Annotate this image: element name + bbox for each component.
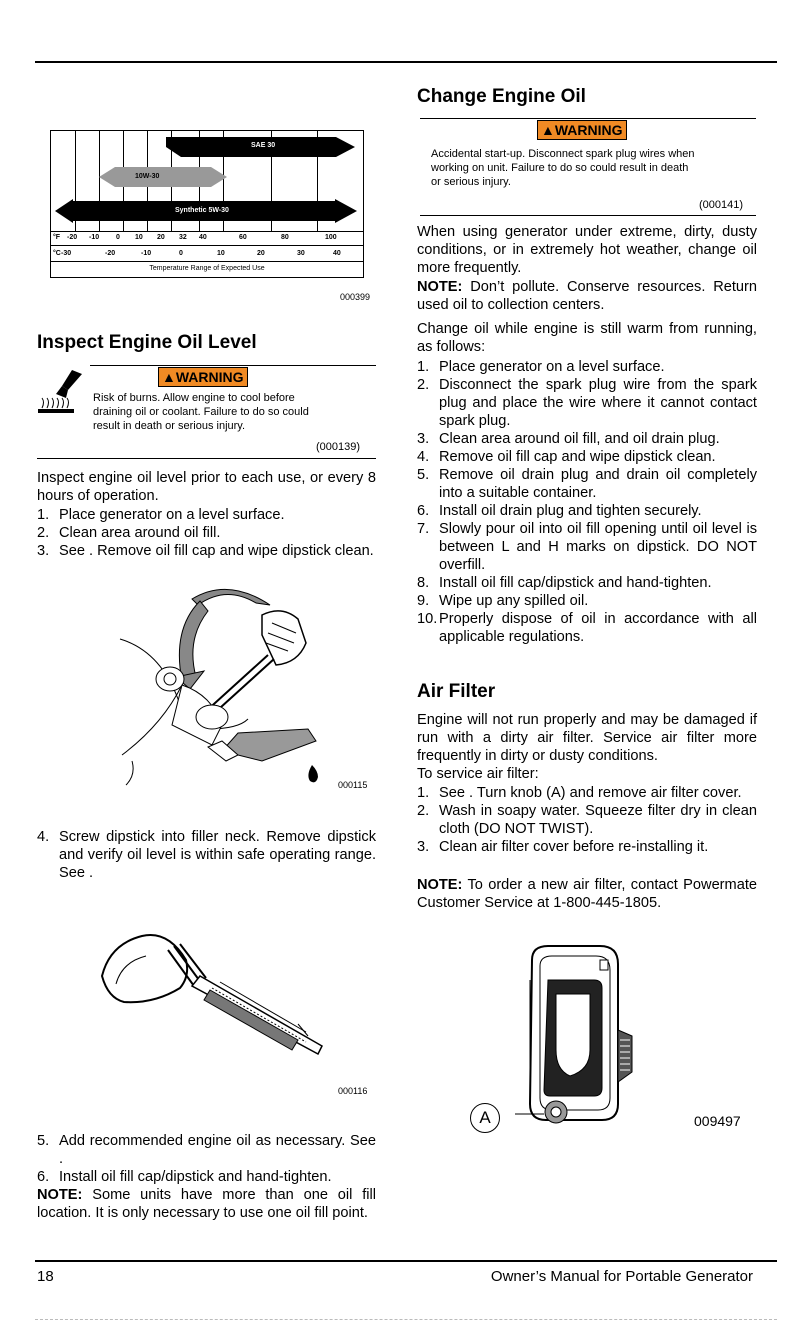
warning-line: Risk of burns. Allow engine to cool before [93, 392, 295, 404]
dipstick-removal-illustration [112, 585, 352, 795]
figure-code: 000115 [338, 780, 368, 790]
inspect-heading: Inspect Engine Oil Level [37, 332, 257, 353]
step-text: Place generator on a level surface. [59, 507, 285, 523]
figure-code: 009497 [694, 1113, 741, 1129]
step-number: 1. [37, 507, 50, 523]
dipstick-level-illustration [92, 928, 342, 1068]
inspect-intro: Inspect engine oil level prior to each use, or every 8 hours of operation. [37, 470, 376, 504]
step-text: Remove oil fill cap and wipe dipstick clean. [439, 449, 716, 465]
step-number: 3. [417, 839, 430, 855]
change-note [417, 278, 757, 314]
change-intro: When using generator under extreme, dirty, dusty conditions, or in extremely hot weather, change oil more frequently. [417, 224, 757, 276]
note-text: Some units have more than one oil fill location. It is only necessary to use one oil fill point. [37, 1187, 376, 1221]
list-item [417, 784, 757, 802]
f-tick: 32 [179, 234, 187, 241]
callout-a: A [470, 1103, 500, 1133]
w10w30-label: 10W-30 [135, 173, 160, 180]
step-number: 3. [37, 543, 50, 559]
c-tick: -10 [141, 250, 152, 257]
air-lead: To service air filter: [417, 766, 539, 782]
c-tick: 30 [297, 250, 305, 257]
step-text: Screw dipstick into filler neck. Remove dipstick and verify oil level is within safe operating range. See . [59, 829, 376, 881]
warning-line: or serious injury. [431, 176, 511, 188]
c-tick: 10 [217, 250, 225, 257]
warning-code: (000139) [316, 441, 361, 453]
step-number: 4. [417, 449, 430, 465]
warning-text [93, 391, 309, 433]
step-number: 1. [417, 785, 430, 801]
air-intro: Engine will not run properly and may be damaged if run with a dirty air filter. Service air filter more frequently in dirty or dusty conditions. [417, 712, 757, 764]
warning-line: working on unit. Failure to do so could result in death [431, 162, 689, 174]
synthetic-label: Synthetic 5W-30 [175, 207, 229, 214]
c-tick: -30 [61, 250, 72, 257]
step-text: Install oil fill cap/dipstick and hand-tighten. [59, 1169, 332, 1185]
chart-figure-code: 000399 [340, 292, 371, 302]
inspect-note [37, 1186, 376, 1222]
synthetic-arrow [55, 199, 73, 223]
warning-line: result in death or serious injury. [93, 420, 246, 432]
fahrenheit-label: °F [53, 234, 61, 241]
list-item [417, 430, 757, 448]
f-tick: 0 [116, 234, 120, 241]
step-number: 2. [417, 803, 430, 819]
step-text: Wash in soapy water. Squeeze filter dry in clean cloth (DO NOT TWIST). [439, 803, 757, 837]
f-tick: 20 [157, 234, 165, 241]
air-steps [417, 784, 757, 856]
step-text: Add recommended engine oil as necessary. See . [59, 1133, 376, 1167]
step-text: Install oil drain plug and tighten securely. [439, 503, 702, 519]
list-item [417, 358, 757, 376]
air-filter-heading: Air Filter [417, 681, 496, 702]
step-number: 2. [37, 525, 50, 541]
footer-rule [35, 1260, 777, 1262]
list-item [37, 1132, 376, 1168]
step-number: 6. [417, 503, 430, 519]
warning-code: (000141) [699, 199, 744, 211]
warning-badge: ▲WARNING [158, 367, 248, 387]
step-text: Clean air filter cover before re-installing it. [439, 839, 709, 855]
figure-code: 000116 [338, 1086, 368, 1096]
celsius-label: °C [53, 250, 61, 257]
warning-rule [420, 118, 756, 119]
list-item [37, 828, 376, 882]
step-text: Wipe up any spilled oil. [439, 593, 589, 609]
hot-surface-icon [38, 368, 88, 414]
list-item [417, 838, 757, 856]
list-item [417, 448, 757, 466]
axis-line [51, 261, 363, 262]
warning-label: WARNING [175, 369, 244, 385]
inspect-steps-continued [37, 1132, 376, 1186]
footer-title: Owner’s Manual for Portable Generator [490, 1268, 753, 1285]
air-note [417, 876, 757, 912]
list-item [417, 574, 757, 592]
step-text: See . Remove oil fill cap and wipe dipstick clean. [59, 543, 374, 559]
list-item [417, 610, 757, 646]
inspect-step4 [37, 828, 376, 882]
list-item [417, 502, 757, 520]
axis-line [51, 231, 363, 232]
f-tick: 10 [135, 234, 143, 241]
list-item [37, 524, 376, 542]
warning-rule [37, 458, 376, 459]
header-rule [35, 61, 777, 63]
page-edge-dashes [35, 1319, 777, 1320]
list-item [417, 376, 757, 430]
list-item [37, 542, 376, 560]
page-number: 18 [37, 1268, 54, 1285]
list-item [417, 802, 757, 838]
inspect-steps [37, 506, 376, 560]
chart-caption: Temperature Range of Expected Use [149, 265, 265, 272]
change-oil-heading: Change Engine Oil [417, 86, 586, 107]
warning-label: WARNING [554, 122, 623, 138]
step-number: 5. [37, 1133, 50, 1149]
step-text: Slowly pour oil into oil fill opening until oil level is between L and H marks on dipstick. DO NOT overfill. [439, 521, 757, 573]
note-label: NOTE: [417, 877, 463, 893]
warning-rule [90, 365, 376, 366]
step-text: Remove oil drain plug and drain oil completely into a suitable container. [439, 467, 757, 501]
warning-rule [420, 215, 756, 216]
warning-text [431, 147, 695, 189]
step-text: Properly dispose of oil in accordance with all applicable regulations. [439, 611, 757, 645]
step-number: 1. [417, 359, 430, 375]
warning-line: draining oil or coolant. Failure to do so could [93, 406, 309, 418]
step-text: Clean area around oil fill. [59, 525, 221, 541]
c-tick: 40 [333, 250, 341, 257]
step-number: 5. [417, 467, 430, 483]
f-tick: 100 [325, 234, 337, 241]
step-text: Clean area around oil fill, and oil drain plug. [439, 431, 720, 447]
change-lead: Change oil while engine is still warm from running, as follows: [417, 321, 757, 355]
step-text: Disconnect the spark plug wire from the spark plug and place the wire where it cannot contact spark plug. [439, 377, 757, 429]
note-label: NOTE: [37, 1187, 83, 1203]
note-label: NOTE: [417, 279, 463, 295]
step-text: See . Turn knob (A) and remove air filter cover. [439, 785, 742, 801]
f-tick: -10 [89, 234, 100, 241]
step-number: 6. [37, 1169, 50, 1185]
c-tick: 20 [257, 250, 265, 257]
list-item [417, 592, 757, 610]
step-number: 4. [37, 829, 50, 845]
f-tick: -20 [67, 234, 78, 241]
step-number: 10. [417, 611, 438, 627]
list-item [37, 1168, 376, 1186]
step-number: 9. [417, 593, 430, 609]
step-number: 2. [417, 377, 430, 393]
list-item [417, 466, 757, 502]
sae30-label: SAE 30 [251, 142, 276, 149]
list-item [417, 520, 757, 574]
oil-temperature-chart [50, 130, 364, 278]
f-tick: 60 [239, 234, 247, 241]
step-text: Place generator on a level surface. [439, 359, 665, 375]
f-tick: 80 [281, 234, 289, 241]
axis-line [51, 245, 363, 246]
change-steps [417, 358, 757, 646]
note-text: To order a new air filter, contact Powermate Customer Service at 1-800-445-1805. [417, 877, 757, 911]
step-number: 8. [417, 575, 430, 591]
f-tick: 40 [199, 234, 207, 241]
step-number: 7. [417, 521, 430, 537]
c-tick: -20 [105, 250, 116, 257]
step-number: 3. [417, 431, 430, 447]
note-text: Don’t pollute. Conserve resources. Return used oil to collection centers. [417, 279, 757, 313]
w10w30-arrow [99, 167, 115, 187]
warning-badge: ▲WARNING [537, 120, 627, 140]
list-item [37, 506, 376, 524]
c-tick: 0 [179, 250, 183, 257]
oil-range-arrows [51, 131, 363, 277]
warning-line: Accidental start-up. Disconnect spark plug wires when [431, 148, 695, 160]
step-text: Install oil fill cap/dipstick and hand-tighten. [439, 575, 712, 591]
